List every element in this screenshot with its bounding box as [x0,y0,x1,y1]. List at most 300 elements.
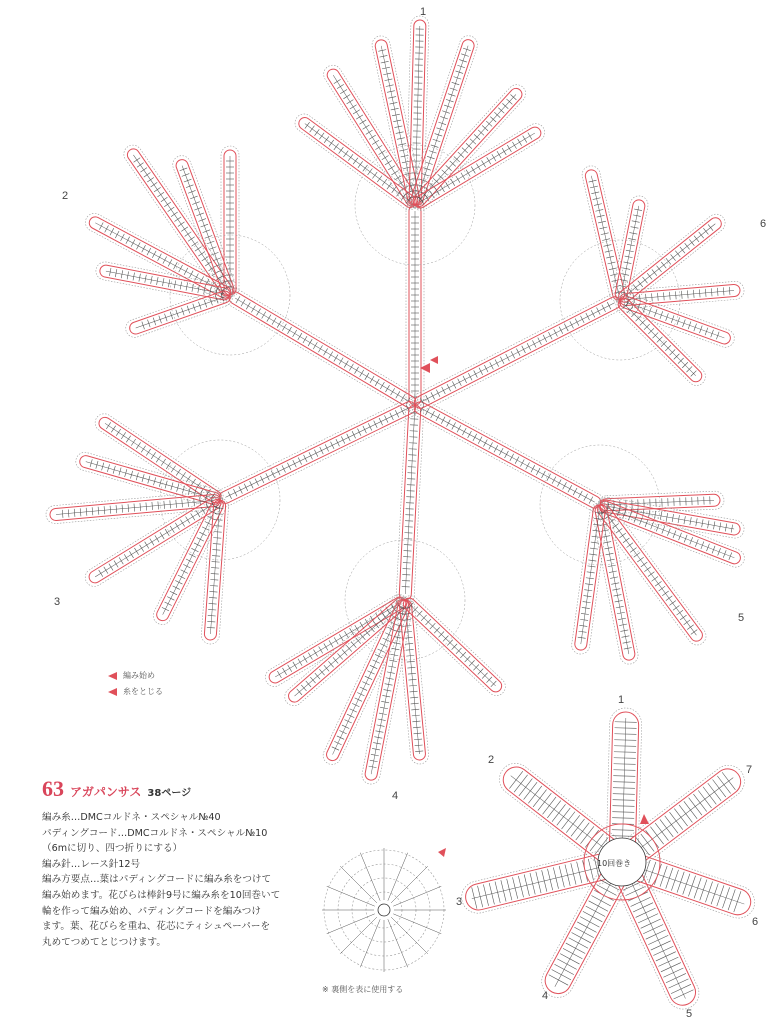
stitch-mark [188,499,189,507]
stitch-mark [324,136,329,142]
stitch-mark [267,315,271,322]
stitch-mark [156,456,160,463]
stitch-mark [612,818,634,819]
stitch-mark [164,314,167,322]
stitch-mark [412,721,420,722]
stitch-mark [613,794,635,795]
stitch-mark [666,258,671,264]
stitch-mark [674,809,687,827]
stitch-mark [526,462,530,469]
stitch-mark [197,538,204,542]
stitch-mark [468,431,472,438]
stitch-mark [178,222,185,227]
stitch-mark [577,862,582,883]
stitch-mark [161,197,168,202]
stitch-mark [194,207,202,210]
stitch-mark [212,550,220,551]
stitch-mark [651,522,654,529]
stitch-mark [694,878,701,899]
stitch-mark [705,328,708,336]
legend-start-label: 編み始め [123,671,155,680]
stitch-mark [665,816,678,834]
arm-stem [409,396,608,515]
stitch-mark [151,452,155,459]
stitch-mark [255,478,259,485]
stitch-mark [538,338,542,345]
stitch-mark [457,65,465,68]
stitch-mark [122,505,123,513]
stitch-mark [62,510,63,518]
stitch-mark [557,959,576,969]
stitch-mark [703,787,716,805]
stitch-mark [301,685,306,691]
stitch-mark [410,697,418,698]
stitch-mark [339,147,344,153]
stitch-spoke [388,919,408,967]
stitch-mark [377,176,382,182]
stitch-mark [352,703,359,706]
stitch-mark [641,562,647,567]
stitch-mark [380,644,387,647]
stitch-mark [212,562,220,563]
motif-number-2: 2 [62,190,69,202]
stitch-mark [510,454,514,461]
stitch-mark [114,561,118,568]
stitch-mark [685,243,690,249]
stitch-mark [215,514,223,515]
stitch-mark [458,379,462,386]
stitch-mark [666,868,673,889]
stitch-mark [355,698,362,701]
stitch-mark [634,552,640,557]
stitch-mark [563,948,582,958]
legend-end-label: 糸をとじる [123,687,163,696]
stitch-mark [646,294,647,302]
motif-arm [291,16,548,407]
stitch-mark [184,179,192,182]
stitch-mark [334,637,338,644]
stitch-mark [158,254,162,261]
stitch-mark [334,79,341,83]
stitch-mark [478,437,482,444]
stitch-mark [554,329,558,336]
stitch-mark [168,259,172,266]
instruction-line: 編み始めます。花びらは棒針9号に編み糸を10回巻いて [42,889,281,901]
stitch-mark [471,167,475,174]
stitch-mark [524,782,537,799]
stitch-mark [414,739,422,740]
stitch-mark [680,615,686,620]
stitch-mark [340,89,347,93]
stitch-mark [181,570,188,574]
stitch-mark [572,933,591,943]
stitch-mark [171,466,175,473]
stitch-mark [385,161,392,165]
stitch-mark [106,422,110,429]
stitch-mark [490,362,494,369]
stitch-mark [552,477,556,484]
stitch-mark [489,442,493,449]
stitch-mark [486,121,492,126]
pattern-instructions [42,810,312,950]
leaf-finger [611,194,650,303]
stitch-mark [627,543,633,548]
stitch-mark [298,659,302,666]
stitch-mark [542,870,547,891]
stitch-mark [522,346,526,353]
stitch-mark [462,428,466,435]
stitch-mark [440,185,444,192]
stitch-mark [137,163,144,168]
stitch-mark [380,382,384,389]
motif-arm [45,396,421,645]
stitch-mark [729,287,730,295]
stitch-mark [688,876,695,897]
stitch-mark [446,165,452,170]
instruction-line: 編み方要点…葉はパディングコードに編み糸をつけて [42,874,272,886]
stitch-mark [648,572,654,577]
instruction-line: 編み針…レース針12号 [42,858,141,870]
stitch-mark [492,154,496,161]
stitch-mark [160,532,164,539]
instruction-line: 輪を作って編み始め、パディングコードを編みつけ [42,905,261,917]
stitch-mark [86,508,87,516]
stitch-mark [105,225,109,232]
stitch-mark [591,310,595,317]
stitch-mark [705,882,712,903]
stitch-mark [649,307,652,315]
center-line [625,224,716,297]
stitch-mark [121,234,125,241]
stitch-mark [287,463,291,470]
stitch-mark [410,691,418,692]
stitch-mark [236,296,240,303]
stitch-mark [705,289,706,297]
stitch-mark [391,171,398,175]
stitch-mark [272,318,276,325]
stitch-mark [528,133,532,140]
stitch-mark [192,242,199,247]
stitch-mark [707,544,710,551]
stitch-mark [498,108,504,113]
stitch-mark [650,827,663,845]
center-line [95,503,215,577]
stitch-mark [532,340,536,347]
stitch-mark [314,450,318,457]
stitch-mark [506,354,510,361]
stitch-mark [350,628,354,635]
stitch-mark [176,469,180,476]
leaf-finger [580,164,629,304]
stitch-mark [660,866,667,887]
stitch-mark [489,883,494,904]
stitch-mark [691,630,697,635]
stitch-mark [358,429,362,436]
stitch-mark [173,262,177,269]
stitch-mark [68,509,69,517]
stitch-mark [207,241,215,244]
start-marker-icon [108,672,117,680]
stitch-mark [557,808,570,825]
stitch-mark [571,819,584,836]
stitch-mark [630,548,636,553]
stitch-mark [356,115,363,119]
stitch-mark [459,60,467,63]
stitch-mark [109,564,113,571]
stitch-mark [531,465,535,472]
stitch-mark [482,160,486,167]
stitch-mark [339,634,343,641]
stitch-mark [379,150,386,154]
stitch-mark [198,252,205,257]
motif-arm [409,164,745,414]
stitch-mark [564,324,568,331]
stitch-mark [373,660,380,663]
stitch-mark [452,82,460,85]
stitch-mark [654,309,657,317]
stitch-mark [365,630,370,636]
stitch-mark [293,662,297,669]
stitch-mark [178,575,185,579]
stitch-mark [560,954,579,964]
stitch-mark [466,143,472,148]
stitch-mark [282,465,286,472]
stitch-mark [425,162,433,165]
stitch-mark [170,591,177,595]
stitch-mark [324,643,328,650]
stitch-mark [446,182,450,189]
stitch-mark [184,268,188,275]
stitch-mark [349,364,353,371]
stitch-mark [162,607,169,611]
stitch-mark [501,880,506,901]
stitch-mark [614,758,636,759]
stitch-mark [293,460,297,467]
stitch-mark [547,801,560,818]
stitch-mark [405,637,413,638]
stitch-mark [165,529,169,536]
stitch-mark [684,620,690,625]
stitch-mark [559,327,563,334]
stitch-mark [533,790,546,807]
stitch-mark [186,559,193,563]
stitch-mark [571,863,576,884]
stitch-mark [728,889,735,910]
stitch-mark [566,815,579,832]
stitch-mark [553,867,558,888]
stitch-mark [580,917,599,927]
stitch-mark [303,336,307,343]
stitch-mark [687,625,693,630]
stitch-mark [329,351,333,358]
stitch-mark [718,548,721,555]
stitch-mark [363,125,370,129]
stitch-mark [167,597,174,601]
stitch-mark [175,523,179,530]
stitch-mark [142,245,146,252]
center-ring [378,904,390,916]
stitch-mark [490,117,496,122]
leaf-finger [615,291,737,350]
stitch-mark [690,537,693,544]
center-line [295,604,401,696]
stitch-mark [315,129,320,135]
stitch-mark [337,736,344,739]
stitch-mark [483,440,487,447]
stitch-mark [219,275,227,278]
stitch-mark [257,309,261,316]
stitch-mark [512,142,516,149]
stitch-mark [147,177,154,182]
stitch-mark [588,859,593,880]
stitch-mark [166,462,170,469]
stitch-mark [347,434,351,441]
stitch-mark [345,720,352,723]
stitch-mark [562,812,575,829]
leaf-finger [396,597,429,765]
stitch-mark [414,733,422,734]
stitch-mark [614,734,636,735]
stitch-mark [365,676,372,679]
stitch-mark [708,783,721,801]
stitch-mark [612,830,634,831]
stitch-mark [342,725,349,728]
stitch-mark [175,580,182,584]
stitch-mark [687,290,688,298]
stitch-mark [713,780,726,798]
stitch-mark [689,239,694,245]
stitch-mark [452,381,456,388]
stitch-mark [679,805,692,823]
stitch-mark [334,355,338,362]
stitch-mark [657,266,662,272]
stitch-mark [614,740,636,741]
flower-center-label: 10回巻き [597,859,632,868]
stitch-mark [461,54,469,57]
stitch-mark [528,786,541,803]
stitch-mark [487,157,491,164]
stitch-mark [563,482,567,489]
stitch-mark [382,179,387,185]
stitch-mark [111,426,115,433]
stitch-mark [210,580,218,581]
stitch-mark [699,232,704,238]
stitch-mark [519,779,532,796]
stitch-mark [319,669,324,675]
stitch-mark [717,885,724,906]
stitch-mark [723,550,726,557]
stitch-mark [182,174,190,177]
stitch-mark [406,649,414,650]
stitch-mark [557,479,561,486]
stitch-mark [701,541,704,548]
stitch-mark [437,128,445,131]
stitch-mark [313,650,317,657]
stitch-mark [163,257,167,264]
stitch-mark [623,538,629,543]
stitch-mark [652,293,653,301]
stitch-mark [505,451,509,458]
stitch-mark [392,186,397,192]
stitch-mark [370,665,377,668]
center-line [606,507,735,558]
stitch-mark [104,506,105,514]
stitch-mark [613,800,635,801]
center-line [406,606,420,754]
stitch-mark [723,287,724,295]
stitch-mark [395,410,399,417]
legend-start [108,670,155,681]
stitch-mark [614,752,636,753]
stitch-mark [170,526,174,533]
stitch-mark [131,240,135,247]
stitch-mark [155,535,159,542]
stitch-mark [343,95,350,99]
stitch-mark [466,170,470,177]
stitch-mark [283,668,287,675]
stitch-mark [673,531,676,538]
stitch-mark [412,715,420,716]
stitch-mark [441,417,445,424]
stitch-mark [458,152,464,157]
stitch-mark [215,520,223,521]
stitch-mark [660,819,673,837]
stitch-mark [228,492,232,499]
stitch-mark [695,539,698,546]
stitch-mark [440,116,448,119]
stitch-mark [250,481,254,488]
stitch-mark [154,187,161,192]
stitch-mark [366,130,373,134]
stitch-mark [451,179,455,186]
stitch-mark [153,318,156,326]
stitch-mark [484,365,488,372]
stitch-mark [698,790,711,808]
stitch-mark [185,232,192,237]
stitch-mark [150,539,154,546]
stitch-mark [367,671,374,674]
stitch-mark [554,964,573,974]
stitch-mark [429,151,437,154]
stitch-mark [328,661,333,667]
stitch-mark [597,885,616,895]
stitch-mark [379,418,383,425]
stitch-mark [694,236,699,242]
stitch-mark [298,457,302,464]
stitch-mark [92,507,93,515]
stitch-mark [215,296,218,304]
leaf-finger [397,592,509,699]
stitch-mark [203,230,211,233]
stitch-mark [192,202,200,205]
stitch-mark [186,185,194,188]
stitch-mark [499,448,503,455]
stitch-mark [473,434,477,441]
stitch-mark [637,557,643,562]
stitch-mark [615,722,637,723]
stitch-mark [712,546,715,553]
flower-number-6: 6 [752,916,759,928]
stitch-mark [368,423,372,430]
stitch-mark [304,455,308,462]
stitch-mark [180,168,188,171]
stitch-mark [205,235,213,238]
stitch-mark [442,111,450,114]
stitch-mark [468,373,472,380]
stitch-mark [511,351,515,358]
stitch-mark [352,431,356,438]
stitch-mark [310,126,315,132]
